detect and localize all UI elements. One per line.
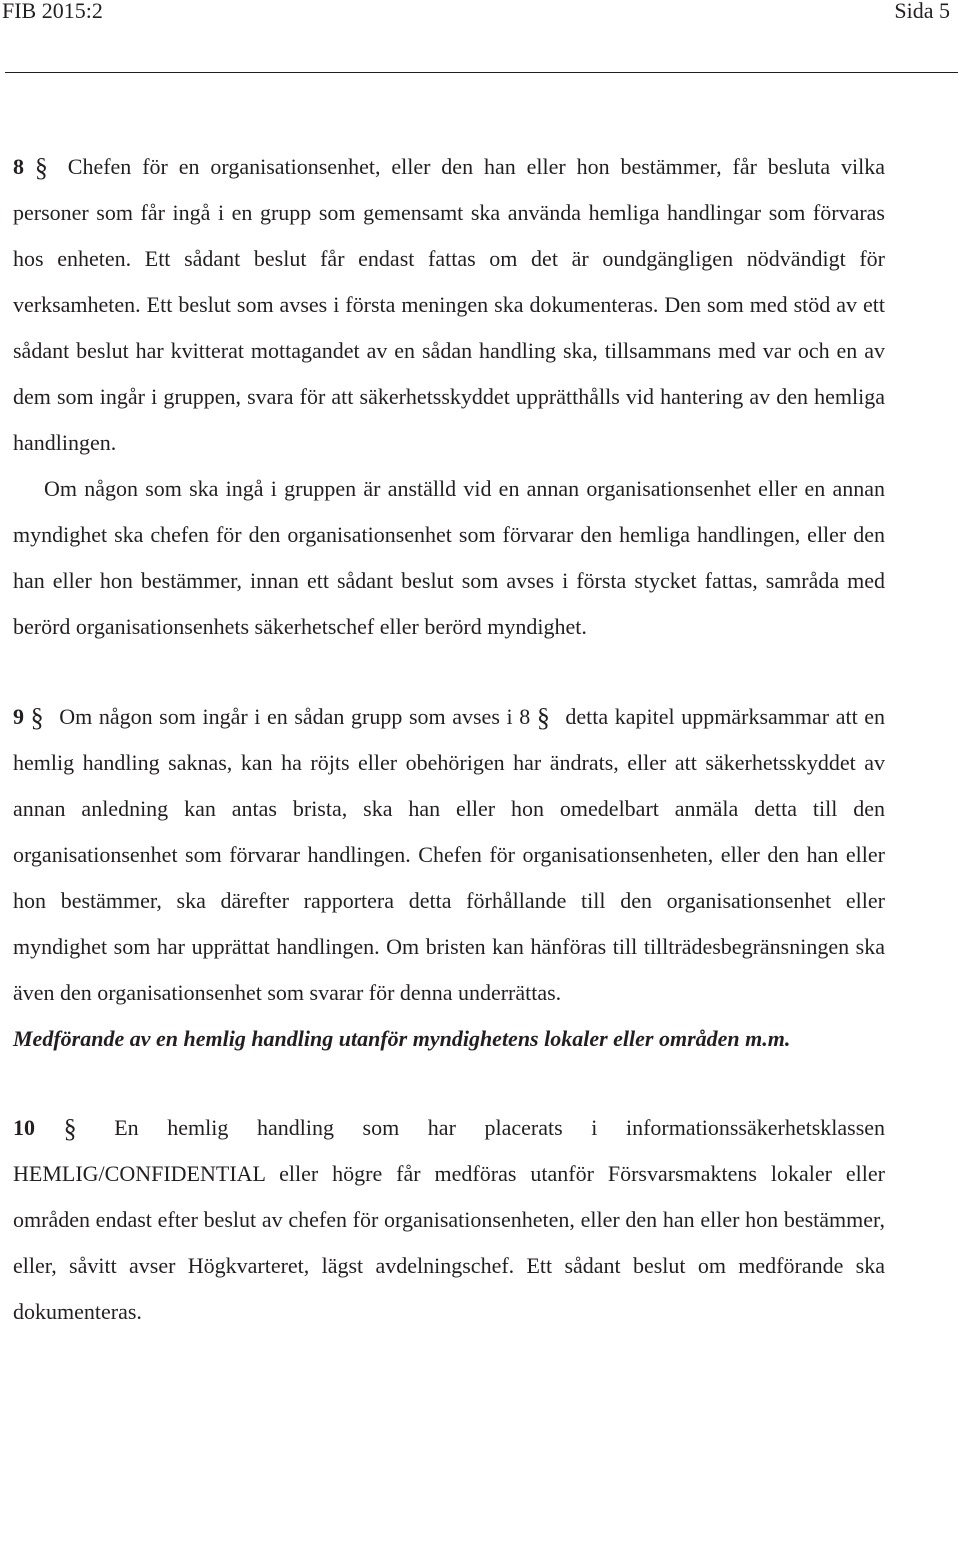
paragraph-text: En hemlig handling som har placerats i informationssäkerhetsklassen HEMLIG/CONFIDENTIAL eller högre får medföras utanför Försvarsmaktens lokaler eller områden endast efter beslut av chefen för organisationsenheten, eller den han eller hon bestämmer, eller, såvitt avser Högkvarteret, lägst avdelningschef. Ett sådant beslut om medförande ska dokumenteras. bbox=[13, 1115, 886, 1324]
paragraph-text: Chefen för en organisationsenhet, eller den han eller hon bestämmer, får besluta vilka personer som får ingå i en grupp som gemensamt ska använda hemliga handlingar som förvaras hos enheten. Ett sådant beslut får endast fattas om det är oundgängligen nödvändigt för verksamheten. Ett beslut som avses i första meningen ska dokumenteras. Den som med stöd av ett sådant beslut har kvitterat mottagandet av en sådan handling ska, tillsammans med var och en av dem som ingår i gruppen, svara för att säkerhetsskyddet upprätthålls vid hantering av den hemliga handlingen. bbox=[13, 154, 885, 455]
paragraph-text-b: detta kapitel uppmärksammar att en hemlig handling saknas, kan ha röjts eller obehörigen har ändrats, eller att säkerhetsskyddet av annan anledning kan antas brista, ska han eller hon omedelbart anmäla detta till den organisationsenhet som förvarar handlingen. Chefen för organisationsenheten, eller den han eller hon bestämmer, ska därefter rapportera detta förhållande till den organisationsenhet eller myndighet som har upprättat handlingen. Om bristen kan hänföras till tillträdesbegränsningen ska även den organisationsenhet som svarar för denna underrättas. bbox=[13, 704, 886, 1005]
section-heading: Medförande av en hemlig handling utanför myndighetens lokaler eller områden m.m. bbox=[13, 1026, 791, 1051]
section-10-paragraph bbox=[13, 1105, 885, 1335]
document-id: FIB 2015:2 bbox=[2, 0, 103, 23]
page-header bbox=[0, 0, 960, 30]
section-8-paragraph-2 bbox=[13, 466, 885, 650]
section-sign-icon: § bbox=[30, 703, 44, 732]
header-divider bbox=[5, 72, 958, 73]
paragraph-text-a: Om någon som ingår i en sådan grupp som avses i 8 bbox=[59, 704, 531, 729]
section-8-paragraph-1 bbox=[13, 144, 885, 466]
section-9-paragraph bbox=[13, 694, 885, 1016]
section-sign-icon: § bbox=[63, 1114, 77, 1143]
section-number: 8 bbox=[13, 154, 24, 179]
section-sign-icon: § bbox=[536, 703, 550, 732]
section-number: 10 bbox=[13, 1115, 35, 1140]
section-sign-icon: § bbox=[34, 153, 48, 182]
page-number: Sida 5 bbox=[894, 0, 950, 23]
section-number: 9 bbox=[13, 704, 24, 729]
document-body bbox=[13, 144, 885, 1335]
paragraph-text: Om någon som ska ingå i gruppen är anställd vid en annan organisationsenhet eller en annan myndighet ska chefen för den organisationsenhet som förvarar den hemliga handlingen, eller den han eller hon bestämmer, innan ett sådant beslut som avses i första stycket fattas, samråda med berörd organisationsenhets säkerhetschef eller berörd myndighet. bbox=[13, 476, 885, 639]
